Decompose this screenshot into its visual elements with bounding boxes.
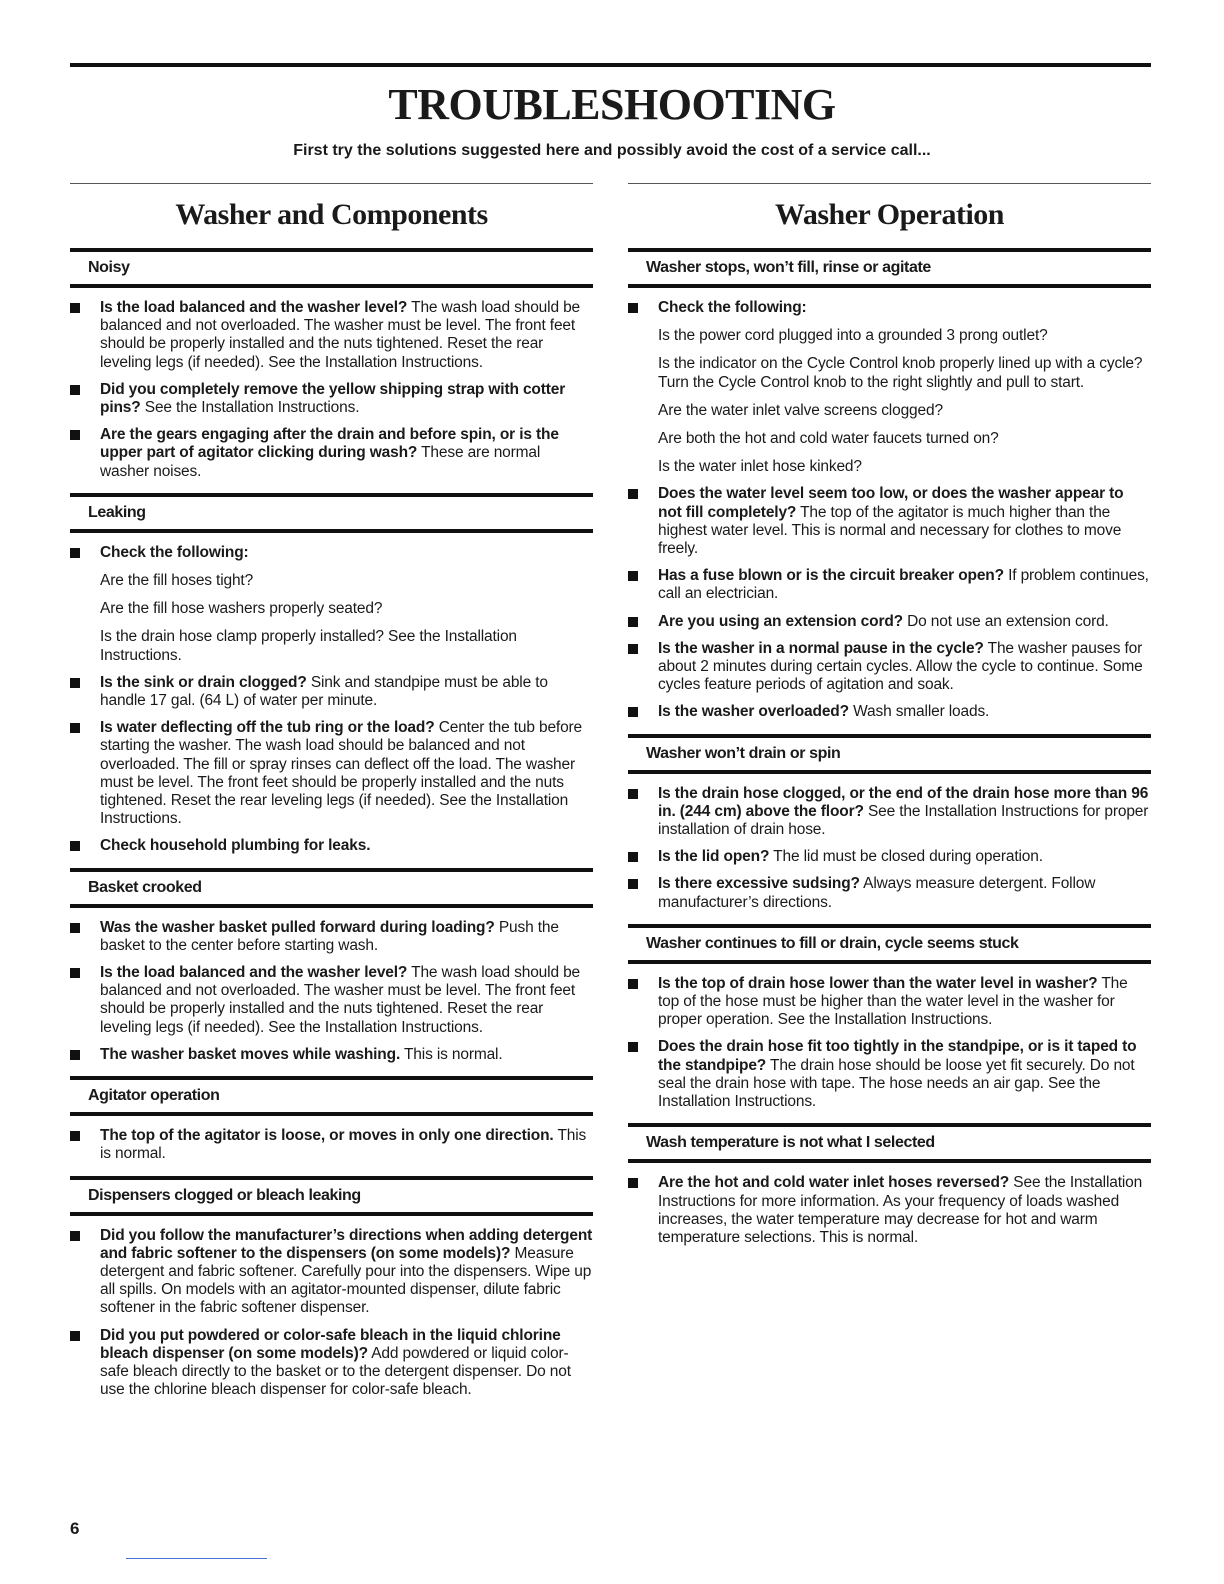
square-bullet-icon (70, 548, 80, 558)
square-bullet-icon (70, 1050, 80, 1060)
item-text (100, 919, 593, 955)
item-body (658, 299, 1151, 476)
check-line: Are both the hot and cold water faucets turned on? (658, 430, 999, 448)
item-question: Is the lid open? (658, 848, 770, 866)
section-items (70, 1227, 593, 1400)
item-answer: The top of the agitator is much higher than the highest water level. This is normal and necessary for clothes to move freely. (658, 503, 1122, 558)
square-bullet-icon (70, 1331, 80, 1341)
check-line: Is the power cord plugged into a grounded 3 prong outlet? (658, 327, 1048, 345)
item-body (100, 837, 593, 855)
square-bullet-icon (70, 385, 80, 395)
item-answer: Wash smaller loads. (848, 703, 990, 721)
item-text (658, 703, 1151, 721)
item-answer: Center the tub before starting the washer. The wash load should be balanced and not overloaded. The fill or spray rinses can deflect off the load. The washer must be level. The front feet should be properly installed and the nuts tightened. Reset the rear leveling legs (if needed). See the Installation Instructions. (100, 719, 583, 828)
item-text (658, 1174, 1151, 1247)
square-bullet-icon (628, 789, 638, 799)
section-items (70, 299, 593, 481)
section-heading: Dispensers clogged or bleach leaking (70, 1176, 593, 1216)
item-body (658, 1038, 1151, 1111)
left-column-title: Washer and Components (175, 198, 488, 231)
item-text (100, 837, 593, 855)
item-text (100, 1046, 593, 1064)
item-answer: Do not use an extension cord. (902, 612, 1109, 630)
troubleshooting-section (628, 248, 1151, 722)
list-item (628, 848, 1151, 866)
list-item (70, 1227, 593, 1318)
item-answer: The wash load should be balanced and not overloaded. The washer must be level. The front feet should be properly installed and the nuts tightened. Reset the rear leveling legs (if needed). See the Installation Instructions. (100, 299, 581, 371)
item-body (658, 613, 1151, 631)
item-body (100, 426, 593, 481)
item-body (100, 381, 593, 417)
square-bullet-icon (628, 852, 638, 862)
item-question: Are the hot and cold water inlet hoses reversed? (658, 1174, 1010, 1192)
troubleshooting-section (628, 734, 1151, 912)
square-bullet-icon (70, 723, 80, 733)
item-question: Is the sink or drain clogged? (100, 673, 307, 691)
square-bullet-icon (70, 1231, 80, 1241)
left-column (70, 183, 593, 1411)
list-item (70, 1046, 593, 1064)
item-question: Has a fuse blown or is the circuit breaker open? (658, 567, 1004, 585)
list-item (70, 919, 593, 955)
item-answer: The wash load should be balanced and not overloaded. The washer must be level. The front feet should be properly installed and the nuts tightened. Reset the rear leveling legs (if needed). See the Installation Instructions. (100, 964, 581, 1036)
left-sections (70, 248, 593, 1399)
square-bullet-icon (70, 430, 80, 440)
item-body (100, 299, 593, 372)
item-answer: The top of the hose must be higher than the water level in the washer for proper operation. See the Installation Instructions. (658, 974, 1128, 1029)
list-item (70, 674, 593, 710)
item-body (658, 567, 1151, 603)
item-text (100, 426, 593, 481)
item-body (100, 1046, 593, 1064)
list-item (628, 640, 1151, 695)
item-answer: See the Installation Instructions. (140, 399, 360, 417)
square-bullet-icon (628, 879, 638, 889)
item-question: Is the washer in a normal pause in the cycle? (658, 639, 984, 657)
list-item (628, 975, 1151, 1030)
item-body (100, 1227, 593, 1318)
item-answer: This is normal. (100, 1127, 587, 1163)
item-body (100, 964, 593, 1037)
item-text (658, 1038, 1151, 1111)
check-line: Is the drain hose clamp properly installed? See the Installation Instructions. (100, 628, 517, 664)
section-heading: Wash temperature is not what I selected (628, 1123, 1151, 1163)
section-items (628, 299, 1151, 722)
section-heading: Leaking (70, 493, 593, 533)
item-body (658, 703, 1151, 721)
list-item (70, 1327, 593, 1400)
list-item (628, 299, 1151, 476)
troubleshooting-section (70, 1176, 593, 1400)
page-number: 6 (70, 1519, 80, 1538)
list-item (628, 613, 1151, 631)
item-body (100, 719, 593, 828)
section-items (628, 785, 1151, 912)
square-bullet-icon (70, 1131, 80, 1141)
list-item (628, 567, 1151, 603)
item-answer: The washer pauses for about 2 minutes during certain cycles. Allow the cycle to continue. Some cycles feature periods of agitation and soak. (658, 639, 1143, 694)
list-item (628, 785, 1151, 840)
section-heading: Noisy (70, 248, 593, 288)
item-question: Check household plumbing for leaks. (100, 837, 371, 855)
item-text (658, 875, 1151, 911)
list-item (70, 426, 593, 481)
list-item (70, 837, 593, 855)
list-item (628, 875, 1151, 911)
item-body (658, 785, 1151, 840)
item-question: Check the following: (100, 543, 249, 561)
item-text (100, 964, 593, 1037)
square-bullet-icon (628, 489, 638, 499)
item-answer: Push the basket to the center before starting wash. (100, 918, 559, 954)
item-answer: See the Installation Instructions for more information. As your frequency of loads washed increases, the water temperature may decrease for hot and warm temperature selections. This is normal. (658, 1174, 1143, 1246)
item-answer: Always measure detergent. Follow manufacturer’s directions. (658, 875, 1096, 911)
check-line: Are the fill hoses tight? (100, 572, 254, 590)
list-item (628, 1174, 1151, 1247)
item-question: Is water deflecting off the tub ring or the load? (100, 719, 435, 737)
footer-link-line (126, 1558, 267, 1559)
item-text (658, 640, 1151, 695)
item-text (100, 1227, 593, 1318)
item-text (658, 299, 1151, 317)
item-text (658, 613, 1151, 631)
square-bullet-icon (70, 923, 80, 933)
item-text (658, 485, 1151, 558)
item-question: Does the drain hose fit too tightly in the standpipe, or is it taped to the standpipe? (658, 1038, 1137, 1074)
item-body (100, 544, 593, 665)
item-text (658, 785, 1151, 840)
item-question: Did you put powdered or color-safe bleach in the liquid chlorine bleach dispenser (on some models)? (100, 1326, 561, 1362)
item-text (100, 544, 593, 562)
right-sections (628, 248, 1151, 1247)
check-line: Is the water inlet hose kinked? (658, 458, 862, 476)
square-bullet-icon (70, 968, 80, 978)
square-bullet-icon (70, 841, 80, 851)
right-column-title: Washer Operation (775, 198, 1004, 231)
item-text (658, 848, 1151, 866)
item-body (658, 640, 1151, 695)
item-text (100, 674, 593, 710)
list-item (70, 1127, 593, 1163)
square-bullet-icon (628, 571, 638, 581)
troubleshooting-section (70, 493, 593, 856)
section-heading: Basket crooked (70, 868, 593, 908)
section-items (628, 975, 1151, 1111)
section-heading: Washer won’t drain or spin (628, 734, 1151, 774)
page-title: TROUBLESHOOTING (388, 80, 836, 129)
item-body (100, 1327, 593, 1400)
section-heading: Washer continues to fill or drain, cycle seems stuck (628, 924, 1151, 964)
troubleshooting-section (70, 1076, 593, 1163)
square-bullet-icon (628, 644, 638, 654)
section-items (70, 544, 593, 856)
item-text (100, 1327, 593, 1400)
troubleshooting-section (628, 1123, 1151, 1247)
item-answer: Add powdered or liquid color-safe bleach directly to the basket or to the detergent dispenser. Do not use the chlorine bleach dispenser for color-safe bleach. (100, 1344, 571, 1399)
item-question: The top of the agitator is loose, or moves in only one direction. (100, 1127, 554, 1145)
item-text (100, 299, 593, 372)
check-line: Are the fill hose washers properly seated? (100, 600, 383, 618)
item-question: The washer basket moves while washing. (100, 1045, 401, 1063)
list-item (70, 381, 593, 417)
item-text (100, 381, 593, 417)
section-heading: Agitator operation (70, 1076, 593, 1116)
list-item (70, 299, 593, 372)
item-question: Are the gears engaging after the drain and before spin, or is the upper part of agitator clicking during wash? (100, 426, 559, 462)
item-question: Did you follow the manufacturer’s directions when adding detergent and fabric softener to the dispensers (on some models)? (100, 1226, 593, 1262)
list-item (70, 719, 593, 828)
item-body (658, 485, 1151, 558)
section-items (70, 919, 593, 1064)
item-question: Check the following: (658, 299, 807, 316)
item-answer: The drain hose should be loose yet fit securely. Do not seal the drain hose with tape. The hose needs an air gap. See the Installation Instructions. (658, 1056, 1135, 1111)
item-question: Does the water level seem too low, or does the washer appear to not fill completely? (658, 485, 1124, 521)
item-text (100, 1127, 593, 1163)
check-line: Are the water inlet valve screens clogged? (658, 401, 943, 419)
square-bullet-icon (628, 707, 638, 717)
item-question: Is there excessive sudsing? (658, 875, 860, 893)
check-line: Is the indicator on the Cycle Control knob properly lined up with a cycle? Turn the Cycle Control knob to the right slightly and pull to start. (658, 355, 1143, 391)
item-body (658, 875, 1151, 911)
item-body (658, 975, 1151, 1030)
item-answer: These are normal washer noises. (100, 444, 541, 480)
item-body (100, 674, 593, 710)
item-answer: See the Installation Instructions for proper installation of drain hose. (658, 802, 1149, 839)
troubleshooting-section (628, 924, 1151, 1111)
item-answer: If problem continues, call an electrician. (658, 567, 1149, 603)
item-question: Is the drain hose clogged, or the end of the drain hose more than 96 in. (244 cm) above the floor? (658, 784, 1149, 820)
item-question: Is the load balanced and the washer level? (100, 964, 408, 982)
top-rule (70, 63, 1151, 67)
square-bullet-icon (70, 678, 80, 688)
square-bullet-icon (628, 617, 638, 627)
item-question: Is the washer overloaded? (658, 703, 849, 721)
item-text (100, 719, 593, 828)
troubleshooting-section (70, 868, 593, 1064)
section-items (70, 1127, 593, 1163)
item-question: Is the load balanced and the washer level? (100, 299, 408, 316)
section-items (628, 1174, 1151, 1247)
item-body (100, 1127, 593, 1163)
list-item (628, 703, 1151, 721)
item-answer: Sink and standpipe must be able to handle 17 gal. (64 L) of water per minute. (100, 673, 548, 710)
item-body (658, 1174, 1151, 1247)
item-answer: The lid must be closed during operation. (769, 848, 1043, 866)
troubleshooting-section (70, 248, 593, 481)
page-subtitle: First try the solutions suggested here and possibly avoid the cost of a service call... (293, 142, 931, 159)
item-answer: This is normal. (400, 1045, 503, 1063)
square-bullet-icon (628, 1042, 638, 1052)
item-question: Is the top of drain hose lower than the water level in washer? (658, 974, 1098, 992)
item-question: Was the washer basket pulled forward during loading? (100, 918, 495, 936)
section-heading: Washer stops, won’t fill, rinse or agitate (628, 248, 1151, 288)
list-item (628, 485, 1151, 558)
list-item (70, 964, 593, 1037)
item-question: Are you using an extension cord? (658, 612, 903, 630)
square-bullet-icon (70, 303, 80, 313)
right-column (628, 183, 1151, 1259)
item-text (658, 975, 1151, 1030)
list-item (70, 544, 593, 665)
item-answer: Measure detergent and fabric softener. Carefully pour into the dispensers. Wipe up all spills. On models with an agitator-mounted dispenser, dilute fabric softener in the fabric softener dispenser. (100, 1244, 592, 1317)
list-item (628, 1038, 1151, 1111)
square-bullet-icon (628, 979, 638, 989)
item-text (658, 567, 1151, 603)
square-bullet-icon (628, 1178, 638, 1188)
item-body (658, 848, 1151, 866)
item-body (100, 919, 593, 955)
square-bullet-icon (628, 303, 638, 313)
item-question: Did you completely remove the yellow shipping strap with cotter pins? (100, 380, 566, 417)
